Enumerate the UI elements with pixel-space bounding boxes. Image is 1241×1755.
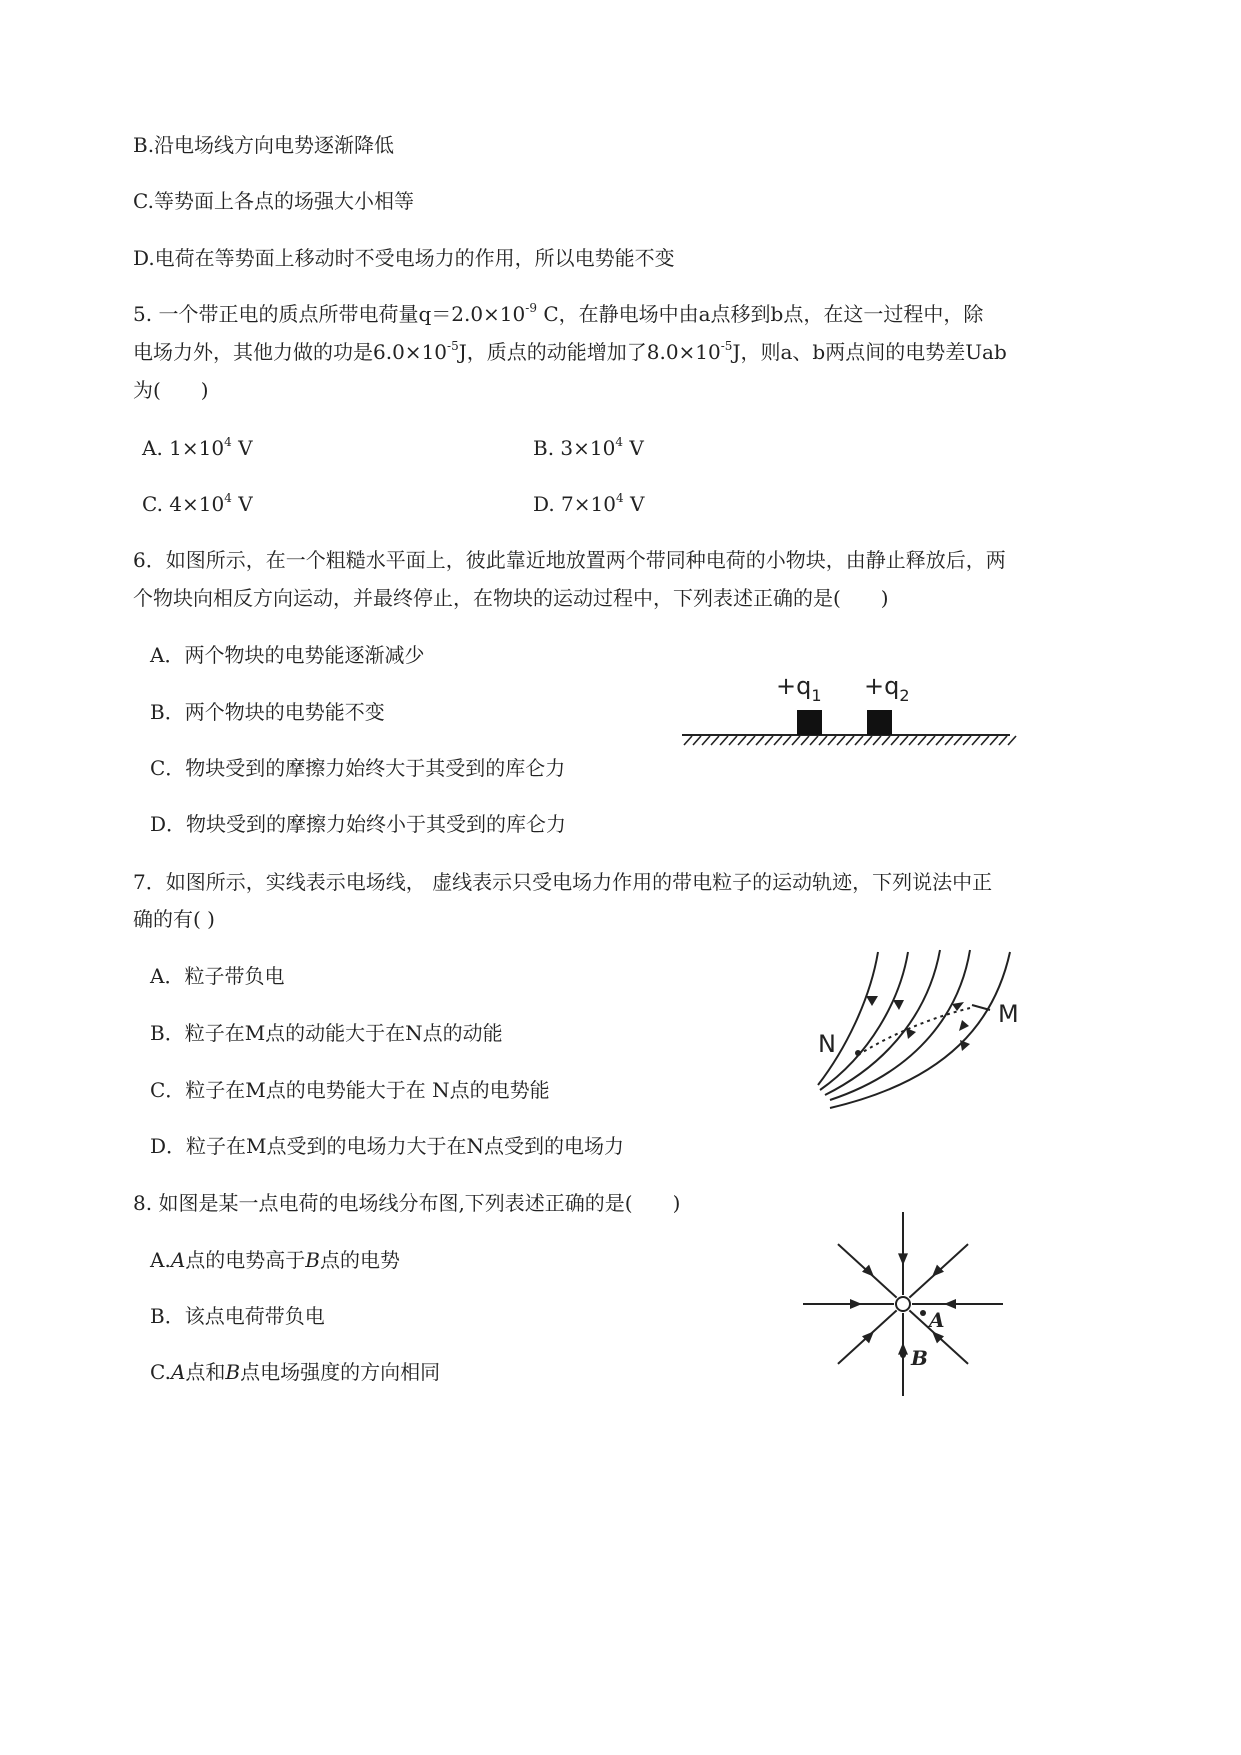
q7-stem-line1: 7．如图所示，实线表示电场线， 虚线表示只受电场力作用的带电粒子的运动轨迹，下列说法中正: [133, 870, 993, 894]
hatch-mark: [990, 736, 998, 745]
m-pointer-line: [972, 1005, 990, 1010]
q4-option-d: D.电荷在等势面上移动时不受电场力的作用，所以电势能不变: [133, 246, 675, 270]
q7-option-d: D．粒子在M点受到的电场力大于在N点受到的电场力: [150, 1134, 625, 1158]
q5-exponent: -9: [525, 301, 537, 315]
arrow-icon: [850, 1299, 862, 1309]
hatch-mark: [855, 736, 863, 745]
hatch-mark: [702, 736, 710, 745]
q5-exponent: -5: [447, 339, 459, 353]
hatch-mark: [783, 736, 791, 745]
q8-option-text: 点的电势: [319, 1248, 400, 1272]
q6-option-d: D．物块受到的摩擦力始终小于其受到的库仑力: [150, 812, 567, 836]
label-b: B: [911, 1346, 928, 1370]
hatch-mark: [828, 736, 836, 745]
q5-option-exponent: 4: [224, 435, 232, 449]
q8-point-a: A: [170, 1360, 186, 1384]
hatch-mark: [819, 736, 827, 745]
q7-option-a: A．粒子带负电: [150, 964, 285, 988]
q7-option-b: B．粒子在M点的动能大于在N点的动能: [150, 1021, 503, 1045]
q5-stem-line3: 为( ): [133, 378, 209, 402]
hatch-mark: [972, 736, 980, 745]
label-m: M: [998, 1000, 1019, 1028]
hatch-mark: [864, 736, 872, 745]
hatch-mark: [738, 736, 746, 745]
q6-option-c: C．物块受到的摩擦力始终大于其受到的库仑力: [150, 756, 566, 780]
q4-option-b: B.沿电场线方向电势逐渐降低: [133, 133, 395, 157]
q5-option-exponent: 4: [615, 491, 624, 505]
q5-option-unit: V: [623, 492, 645, 516]
arrow-icon: [866, 996, 878, 1006]
hatch-mark: [711, 736, 719, 745]
point-a: [920, 1310, 926, 1316]
q5-option-text: C. 4×10: [142, 492, 225, 516]
hatch-mark: [918, 736, 926, 745]
hatch-mark: [900, 736, 908, 745]
q5-stem-text: 5. 一个带正电的质点所带电荷量q＝2.0×10: [133, 302, 526, 326]
hatch-mark: [792, 736, 800, 745]
q7-option-c: C．粒子在M点的电势能大于在 N点的电势能: [150, 1078, 550, 1102]
label-n: N: [818, 1030, 836, 1058]
label-a: A: [929, 1308, 945, 1332]
q8-option-c: [150, 1358, 440, 1386]
q7-field-lines-figure: [800, 940, 1060, 1110]
field-line: [818, 952, 878, 1085]
q8-point-b: B: [225, 1360, 241, 1384]
q7-stem-line2: 确的有( ): [133, 907, 215, 931]
hatch-mark: [846, 736, 854, 745]
q8-option-text: 点的电势高于: [185, 1248, 306, 1272]
q8-option-text: 点和: [185, 1360, 226, 1384]
q5-stem-line2: [133, 338, 1007, 366]
q5-option-text: D. 7×10: [533, 492, 616, 516]
hatch-mark: [720, 736, 728, 745]
q6-option-a: A．两个物块的电势能逐渐减少: [150, 643, 425, 667]
q5-option-b: [533, 434, 644, 462]
arrow-icon: [959, 1020, 969, 1031]
q8-option-text: A.: [150, 1248, 171, 1272]
hatch-mark: [801, 736, 809, 745]
hatch-mark: [945, 736, 953, 745]
hatched-ground: [682, 735, 1016, 745]
hatch-mark: [774, 736, 782, 745]
hatch-mark: [747, 736, 755, 745]
field-line: [830, 952, 1010, 1108]
q6-stem-line2: 个物块向相反方向运动，并最终停止，在物块的运动过程中，下列表述正确的是( ): [133, 586, 889, 610]
hatch-mark: [810, 736, 818, 745]
hatch-mark: [981, 736, 989, 745]
arrow-icon: [906, 1028, 916, 1039]
hatch-mark: [963, 736, 971, 745]
hatch-mark: [837, 736, 845, 745]
hatch-mark: [1008, 736, 1016, 745]
q8-stem: 8. 如图是某一点电荷的电场线分布图,下列表述正确的是( ): [133, 1191, 681, 1215]
q6-charges-figure: [680, 668, 1020, 758]
hatch-mark: [909, 736, 917, 745]
q5-stem-line1: [133, 300, 983, 328]
q5-option-d: [533, 490, 644, 518]
q5-option-a: [142, 434, 253, 462]
q5-stem-text: C，在静电场中由a点移到b点，在这一过程中，除: [536, 302, 984, 326]
q8-point-b: B: [305, 1248, 320, 1272]
q5-option-exponent: 4: [615, 435, 623, 449]
charge-label-2: $+q_2$: [864, 672, 910, 705]
q5-stem-text: 电场力外，其他力做的功是6.0×10: [133, 340, 448, 364]
hatch-mark: [882, 736, 890, 745]
arrow-icon: [944, 1299, 956, 1309]
arrow-icon: [960, 1040, 970, 1051]
hatch-mark: [999, 736, 1007, 745]
charge-block-2: [867, 710, 892, 735]
q8-point-charge-figure: [795, 1215, 1015, 1395]
hatch-mark: [936, 736, 944, 745]
q5-option-unit: V: [231, 492, 253, 516]
hatch-mark: [765, 736, 773, 745]
q8-option-b: B．该点电荷带负电: [150, 1304, 325, 1328]
hatch-mark: [684, 736, 692, 745]
q5-option-text: B. 3×10: [533, 436, 616, 460]
q5-option-c: [142, 490, 253, 518]
q5-option-unit: V: [231, 436, 253, 460]
point-b: [900, 1352, 906, 1358]
q8-option-text: C.: [150, 1360, 171, 1384]
q5-option-text: A. 1×10: [142, 436, 225, 460]
q5-option-unit: V: [622, 436, 644, 460]
q6-option-b: B．两个物块的电势能不变: [150, 700, 385, 724]
hatch-mark: [693, 736, 701, 745]
q5-stem-text: J，则a、b两点间的电势差Uab: [732, 340, 1007, 364]
charge-block-1: [797, 710, 822, 735]
q4-option-c: C.等势面上各点的场强大小相等: [133, 189, 414, 213]
hatch-mark: [954, 736, 962, 745]
q8-option-a: [150, 1246, 400, 1274]
point-charge: [896, 1297, 910, 1311]
q6-stem-line1: 6．如图所示，在一个粗糙水平面上，彼此靠近地放置两个带同种电荷的小物块，由静止释放后，两: [133, 548, 1006, 572]
q8-option-text: 点电场强度的方向相同: [240, 1360, 441, 1384]
hatch-mark: [927, 736, 935, 745]
charge-label-1: $+q_1$: [776, 672, 822, 705]
hatch-mark: [729, 736, 737, 745]
point-n: [855, 1050, 861, 1056]
q5-exponent: -5: [720, 339, 733, 353]
arrow-icon: [898, 1253, 908, 1265]
hatch-mark: [891, 736, 899, 745]
hatch-mark: [756, 736, 764, 745]
field-line: [830, 950, 970, 1100]
q5-stem-text: J，质点的动能增加了8.0×10: [458, 340, 721, 364]
q8-point-a: A: [170, 1248, 186, 1272]
q5-option-exponent: 4: [224, 491, 232, 505]
arrow-icon: [893, 1000, 904, 1010]
hatch-mark: [873, 736, 881, 745]
